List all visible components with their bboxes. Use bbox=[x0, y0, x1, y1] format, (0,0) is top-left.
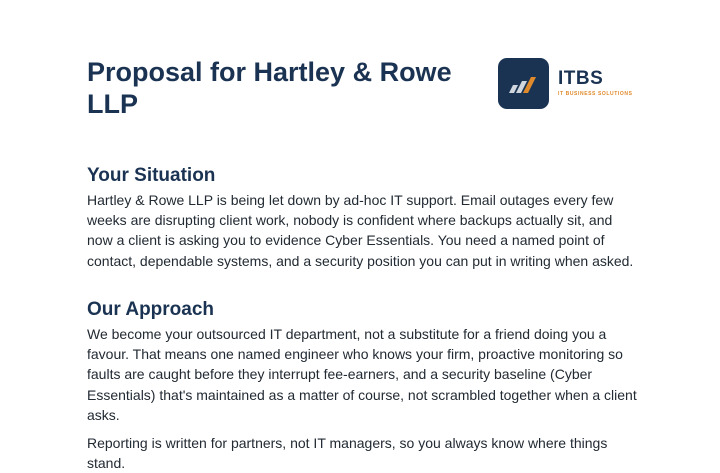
section-heading: Your Situation bbox=[87, 165, 216, 186]
section-our-approach bbox=[87, 299, 639, 473]
section-paragraph: We become your outsourced IT department, not a substitute for a friend doing you a favour. That means one named engineer who knows your firm, proactive monitoring so faults are caught before they interrupt fee-earners, and a security baseline (Cyber Essentials) that's maintained as a matter of course, not scrambled together when a client asks. bbox=[87, 326, 637, 423]
logo-tagline: IT BUSINESS SOLUTIONS bbox=[558, 91, 633, 97]
section-heading: Our Approach bbox=[87, 299, 215, 320]
section-your-situation bbox=[87, 165, 639, 271]
logo-name: ITBS bbox=[558, 68, 604, 89]
company-logo bbox=[498, 58, 633, 109]
logo-mark-icon bbox=[498, 58, 549, 109]
section-paragraph: Reporting is written for partners, not IT managers, so you always know where things stand. bbox=[87, 435, 608, 472]
page-title: Proposal for Hartley & Rowe LLP bbox=[87, 57, 452, 119]
section-paragraph: Hartley & Rowe LLP is being let down by ad-hoc IT support. Email outages every few weeks are disrupting client work, nobody is confident where backups actually sit, and now a client is asking you to evidence Cyber Essentials. You need a named point of contact, dependable systems, and a security position you can put in writing when asked. bbox=[87, 192, 634, 269]
